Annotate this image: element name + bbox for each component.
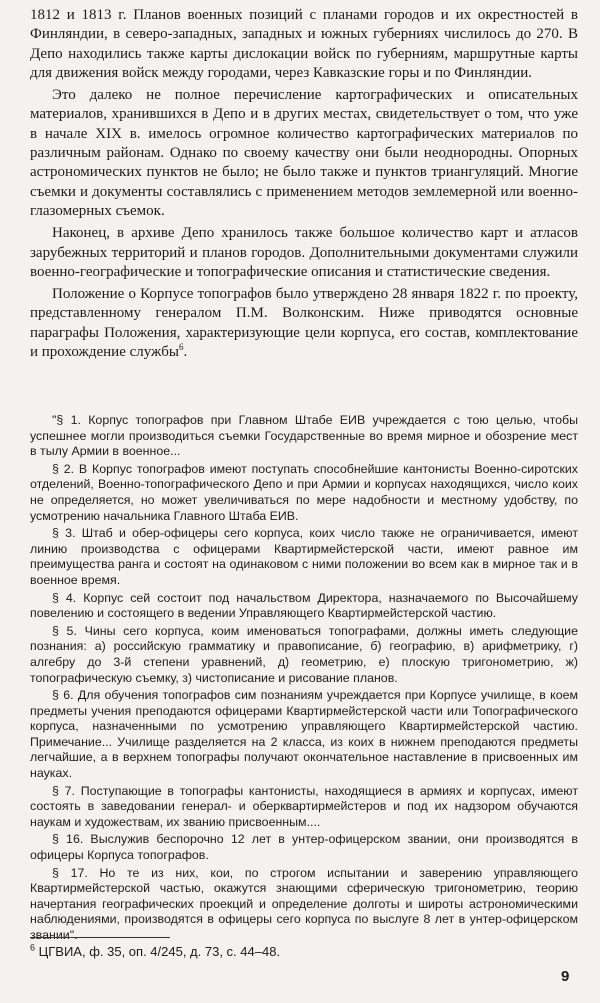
paragraph: Наконец, в архиве Депо хранилось также большое количество карт и атласов зарубежных территорий и планов городов. Дополнительными документами служили военно-географические и топографические описания и статистические сведения.	[30, 225, 578, 280]
paragraph-text: Положение о Корпусе топографов было утверждено 28 января 1822 г. по проекту, представленному генералом П.М. Волконским. Ниже приводятся основные параграфы Положения, характеризующие цели корпуса, его состав, комплектование и прохождение службы	[30, 286, 578, 361]
paragraph: Положение о Корпусе топографов было утверждено 28 января 1822 г. по проекту, представленному генералом П.М. Волконским. Ниже приводятся основные параграфы Положения, характеризующие цели корпуса, его состав, комплектование и прохождение службы$^6$.	[30, 286, 578, 361]
quote-paragraph: § 17. Но те из них, кои, по строгом испытании и заверению управляющего Квартирмейстерской частью, окажутся знающими сферическую тригонометрию, теорию начертания географических проекций и определение долготы и широты астрономическими наблюдениями, производятся в офицеры сего корпуса по выслуге 8 лет в унтер-офицерском звании".	[30, 865, 578, 942]
quote-paragraph: § 16. Выслужив беспорочно 12 лет в унтер-офицерском звании, они производятся в офицеры Корпуса топографов.	[30, 832, 578, 863]
main-text	[30, 6, 578, 365]
paragraph: Это далеко не полное перечисление картографических и описательных материалов, хранившихся в Депо и в других местах, свидетельствует о том, что уже в начале XIX в. имелось огромное количество картографических материалов по различным районам. Однако по своему качеству они были неоднородны. Опорных астрономических пунктов не было; не было также и пунктов триангуляций. Многие съемки и документы составлялись с применением методов землемерной или военно-глазомерных съемок.	[30, 87, 578, 219]
page-number: 9	[561, 968, 570, 985]
footnote	[30, 944, 430, 960]
quote-paragraph: § 7. Поступающие в топографы кантонисты, находящиеся в армиях и корпусах, имеют состоять в заведовании генерал- и оберквартирмейстеров и под их надзором обучаются наукам и художествам, их званию присвоенным....	[30, 783, 578, 829]
quote-paragraph: § 5. Чины сего корпуса, коим именоваться топографами, должны иметь следующие познания: а) российскую грамматику и правописание, б) географию, в) арифметрику, г) алгебру до 3-й степени уравнений, д) геометрию, е) плоскую тригонометрию, ж) топографическую съемку, з) чистописание и рисование планов.	[30, 623, 578, 685]
footnote-text: ЦГВИА, ф. 35, оп. 4/245, д. 73, с. 44–48.	[38, 944, 281, 959]
paragraph: 1812 и 1813 г. Планов военных позиций с планами городов и их окрестностей в Финляндии, в северо-западных, западных и южных губерниях числилось до 270. В Депо находились также карты дислокации войск по губерниям, маршрутные карты для движения войск между городами, через Кавказские горы и по Финляндии.	[30, 7, 578, 81]
footnote-divider	[30, 937, 170, 938]
quote-paragraph: § 6. Для обучения топографов сим познаниям учреждается при Корпусе училище, в коем предметы учения преподаются офицерами Квартирмейстерской части или Топографического корпуса, назначенными по усмотрению управляющего Квартирмейстерской частию. Примечание... Училище разделяется на 2 класса, из коих в нижнем преподаются предметы легчайшие, а в верхнем топографы получают окончательное наставление в присвоенных им науках.	[30, 688, 578, 781]
quote-paragraph: § 4. Корпус сей состоит под начальством Директора, назначаемого по Высочайшему повелению и состоящего в ведении Управляющего Квартирмейстерской частию.	[30, 590, 578, 621]
quote-paragraph: "§ 1. Корпус топографов при Главном Штабе ЕИВ учреждается с тою целью, чтобы успешнее могли производиться съемки Государственные во время мирное и обозрение мест в тылу Армии в военное...	[30, 413, 578, 459]
quote-paragraph: § 3. Штаб и обер-офицеры сего корпуса, коих число также не ограничивается, имеют линию производства с офицерами Квартирмейстерской части, имеют равное им преимущества ранга и состоят на одинаковом с ними положении во всем как в мирное так и в военное время.	[30, 526, 578, 587]
footnote-reference[interactable]: 6	[178, 342, 184, 353]
footnote-marker: 6	[30, 942, 36, 953]
regulation-quote	[30, 413, 578, 946]
quote-paragraph: § 2. В Корпус топографов имеют поступать способнейшие кантонисты Военно-сиротских отделений, Военно-топографического Депо и при Армии и корпусах находящихся, число коих не определяется, но может увеличиваться по мере надобности и местному удобству, по усмотрению начальника Главного Штаба ЕИВ.	[30, 461, 578, 523]
